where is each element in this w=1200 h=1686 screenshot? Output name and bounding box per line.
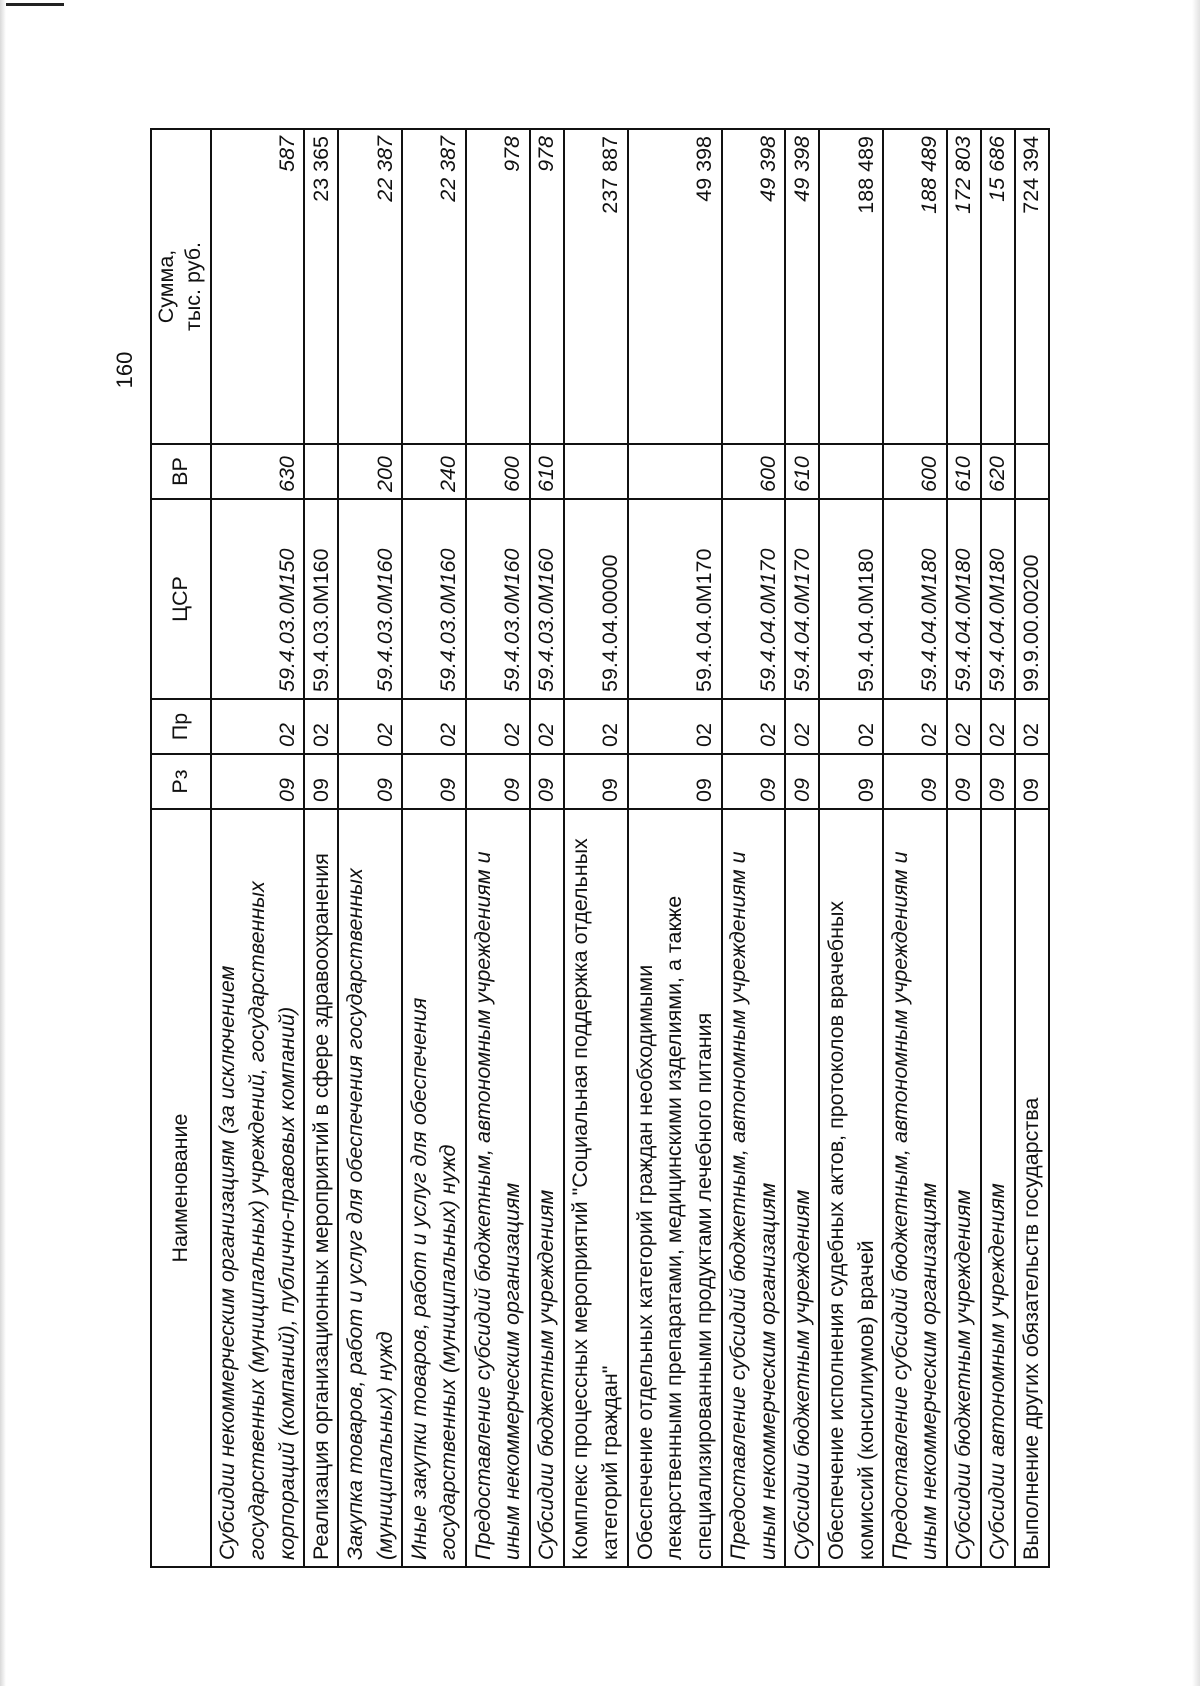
cell-pr: 02: [466, 699, 530, 754]
table-row: [819, 129, 883, 1567]
cell-rz: 09: [211, 754, 305, 809]
cell-csr: 59.4.03.0M160: [338, 499, 402, 699]
cell-vr: 600: [466, 444, 530, 499]
cell-name: Иные закупки товаров, работ и услуг для обеспечения государственных (муниципальных) нужд: [402, 809, 466, 1567]
scan-edge-left: [0, 0, 6, 1686]
cell-sum: 724 394: [1015, 129, 1049, 444]
cell-sum: 237 887: [564, 129, 628, 444]
page-number: 160: [112, 351, 137, 389]
cell-csr: 59.4.03.0M160: [530, 499, 564, 699]
cell-rz: 09: [628, 754, 722, 809]
header-row: [151, 129, 211, 1567]
cell-rz: 09: [981, 754, 1015, 809]
cell-sum: 15 686: [981, 129, 1015, 444]
cell-rz: 09: [530, 754, 564, 809]
header-sum-line1: Сумма,: [154, 249, 178, 324]
cell-rz: 09: [466, 754, 530, 809]
header-sum-line2: тыс. руб.: [180, 242, 205, 331]
cell-name: Субсидии бюджетным учреждениям: [530, 809, 564, 1567]
cell-vr: 630: [211, 444, 305, 499]
cell-vr: 610: [530, 444, 564, 499]
cell-pr: 02: [628, 699, 722, 754]
cell-csr: 59.4.04.00000: [564, 499, 628, 699]
table-row: [981, 129, 1015, 1567]
cell-csr: 59.4.04.0M170: [628, 499, 722, 699]
cell-csr: 59.4.03.0M150: [211, 499, 305, 699]
cell-rz: 09: [304, 754, 338, 809]
table-row: [530, 129, 564, 1567]
header-rz: Рз: [151, 754, 211, 809]
header-sum-label: [153, 242, 207, 331]
cell-sum: 172 803: [947, 129, 981, 444]
cell-vr: 600: [722, 444, 786, 499]
scan-edge-right: [1192, 0, 1200, 1686]
header-name: Наименование: [151, 809, 211, 1567]
cell-sum: 188 489: [883, 129, 947, 444]
cell-sum: 49 398: [722, 129, 786, 444]
cell-vr: 200: [338, 444, 402, 499]
cell-sum: 978: [466, 129, 530, 444]
cell-csr: 59.4.04.0M180: [883, 499, 947, 699]
cell-csr: 59.4.04.0M180: [947, 499, 981, 699]
cell-pr: 02: [1015, 699, 1049, 754]
cell-name: Обеспечение исполнения судебных актов, протоколов врачебных комиссий (консилиумов) врачей: [819, 809, 883, 1567]
scan-mark: [6, 3, 64, 6]
cell-pr: 02: [564, 699, 628, 754]
cell-rz: 09: [564, 754, 628, 809]
cell-vr: [819, 444, 883, 499]
header-sum: [151, 129, 211, 444]
table-header: [151, 129, 211, 1567]
cell-sum: 23 365: [304, 129, 338, 444]
header-vr: ВР: [151, 444, 211, 499]
rotated-table-container: [150, 130, 1050, 1568]
cell-vr: [304, 444, 338, 499]
cell-vr: [564, 444, 628, 499]
cell-name: Субсидии некоммерческим организациям (за исключением государственных (муниципальных) учреждений, государственных корпораций (компаний), публично-правовых компаний): [211, 809, 305, 1567]
cell-sum: 188 489: [819, 129, 883, 444]
cell-sum: 22 387: [402, 129, 466, 444]
cell-rz: 09: [338, 754, 402, 809]
table-body: [211, 129, 1049, 1567]
cell-rz: 09: [947, 754, 981, 809]
cell-vr: 600: [883, 444, 947, 499]
cell-name: Предоставление субсидий бюджетным, автономным учреждениям и иным некоммерческим организациям: [722, 809, 786, 1567]
table-row: [1015, 129, 1049, 1567]
cell-csr: 99.9.00.00200: [1015, 499, 1049, 699]
cell-csr: 59.4.04.0M180: [981, 499, 1015, 699]
cell-pr: 02: [819, 699, 883, 754]
cell-rz: 09: [819, 754, 883, 809]
cell-csr: 59.4.04.0M170: [722, 499, 786, 699]
cell-sum: 22 387: [338, 129, 402, 444]
table-row: [883, 129, 947, 1567]
cell-vr: 620: [981, 444, 1015, 499]
cell-rz: 09: [883, 754, 947, 809]
cell-name: Субсидии бюджетным учреждениям: [785, 809, 819, 1567]
cell-name: Реализация организационных мероприятий в сфере здравоохранения: [304, 809, 338, 1567]
cell-pr: 02: [530, 699, 564, 754]
table-row: [402, 129, 466, 1567]
cell-rz: 09: [402, 754, 466, 809]
cell-name: Предоставление субсидий бюджетным, автономным учреждениям и иным некоммерческим организациям: [466, 809, 530, 1567]
cell-vr: [628, 444, 722, 499]
cell-pr: 02: [304, 699, 338, 754]
cell-csr: 59.4.03.0M160: [304, 499, 338, 699]
cell-pr: 02: [722, 699, 786, 754]
cell-pr: 02: [947, 699, 981, 754]
cell-name: Субсидии бюджетным учреждениям: [947, 809, 981, 1567]
table-row: [466, 129, 530, 1567]
table-row: [722, 129, 786, 1567]
cell-sum: 587: [211, 129, 305, 444]
cell-pr: 02: [338, 699, 402, 754]
cell-csr: 59.4.04.0M180: [819, 499, 883, 699]
table-row: [564, 129, 628, 1567]
cell-vr: 610: [947, 444, 981, 499]
cell-rz: 09: [1015, 754, 1049, 809]
cell-pr: 02: [785, 699, 819, 754]
header-pr: Пр: [151, 699, 211, 754]
cell-rz: 09: [722, 754, 786, 809]
cell-pr: 02: [211, 699, 305, 754]
cell-sum: 49 398: [785, 129, 819, 444]
table-row: [947, 129, 981, 1567]
table-row: [628, 129, 722, 1567]
table-row: [338, 129, 402, 1567]
cell-name: Комплекс процессных мероприятий "Социальная поддержка отдельных категорий граждан": [564, 809, 628, 1567]
cell-pr: 02: [981, 699, 1015, 754]
cell-pr: 02: [883, 699, 947, 754]
cell-vr: [1015, 444, 1049, 499]
cell-rz: 09: [785, 754, 819, 809]
cell-name: Выполнение других обязательств государства: [1015, 809, 1049, 1567]
cell-csr: 59.4.03.0M160: [466, 499, 530, 699]
cell-name: Обеспечение отдельных категорий граждан необходимыми лекарственными препаратами, медицинскими изделиями, а также специализированными продуктами лечебного питания: [628, 809, 722, 1567]
cell-vr: 610: [785, 444, 819, 499]
cell-name: Предоставление субсидий бюджетным, автономным учреждениям и иным некоммерческим организациям: [883, 809, 947, 1567]
table-row: [211, 129, 305, 1567]
cell-csr: 59.4.03.0M160: [402, 499, 466, 699]
table-row: [304, 129, 338, 1567]
cell-name: Закупка товаров, работ и услуг для обеспечения государственных (муниципальных) нужд: [338, 809, 402, 1567]
budget-table: [150, 128, 1050, 1568]
cell-sum: 49 398: [628, 129, 722, 444]
header-csr: ЦСР: [151, 499, 211, 699]
cell-csr: 59.4.04.0M170: [785, 499, 819, 699]
table-row: [785, 129, 819, 1567]
cell-sum: 978: [530, 129, 564, 444]
cell-name: Субсидии автономным учреждениям: [981, 809, 1015, 1567]
cell-vr: 240: [402, 444, 466, 499]
cell-pr: 02: [402, 699, 466, 754]
